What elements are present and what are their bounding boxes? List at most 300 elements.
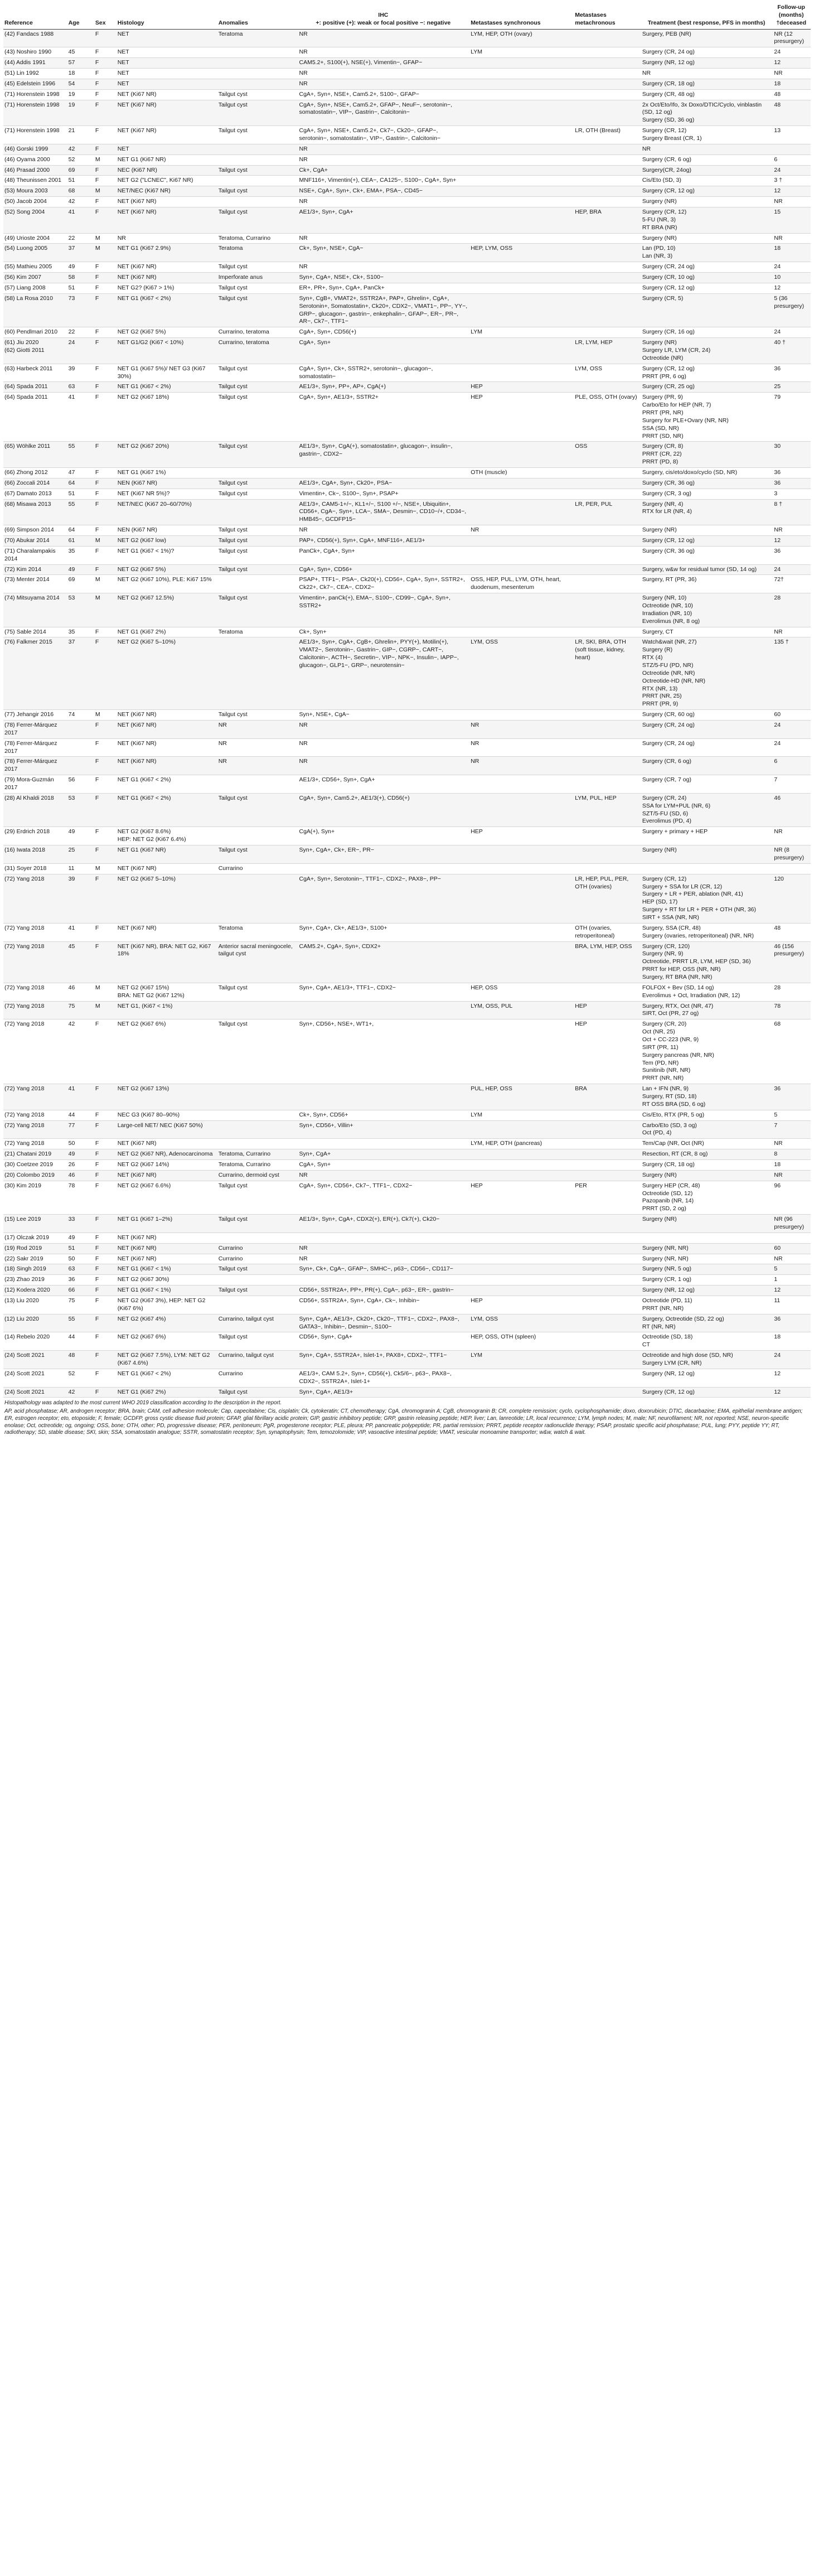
cell-histology: NET (Ki67 NR) bbox=[117, 757, 217, 775]
cell-metastases-synchronous bbox=[469, 233, 574, 244]
cell-ihc: Syn+, CgB+, VMAT2+, SSTR2A+, PAP+, Ghrelin+, CgA+, Serotonin+, Somatostatin+, Ck20+, CDX2−, VMAT1−, PP−, YY−, GRP−, glucagon−, gastrin−, enkephalin−, GFAP−, ER−, PR−, AR−, Ck7−, TTF1− bbox=[298, 293, 470, 327]
cell-ihc: AE1/3+, Syn+, PP+, AP+, CgA(+) bbox=[298, 382, 470, 393]
cell-metastases-metachronous bbox=[574, 1275, 641, 1285]
cell-metastases-metachronous bbox=[574, 382, 641, 393]
cell-ihc: Ck+, Syn+, NSE+, CgA− bbox=[298, 244, 470, 262]
cell-metastases-metachronous bbox=[574, 535, 641, 546]
cell-sex: F bbox=[94, 283, 117, 293]
cell-histology: NEN (Ki67 NR) bbox=[117, 478, 217, 489]
cell-treatment: Tem/Cap (NR, Oct (NR) bbox=[641, 1139, 773, 1149]
cell-histology: NET (Ki67 NR), BRA: NET G2, Ki67 18% bbox=[117, 941, 217, 983]
cell-age: 49 bbox=[67, 827, 94, 845]
cell-sex: F bbox=[94, 478, 117, 489]
cell-anomalies bbox=[217, 69, 298, 79]
cell-age: 50 bbox=[67, 1254, 94, 1264]
cell-metastases-metachronous bbox=[574, 564, 641, 575]
cell-ihc: AE1/3+, Syn+, CgA+, CDX2(+), ER(+), Ck7(+), Ck20− bbox=[298, 1215, 470, 1233]
table-row bbox=[3, 1264, 811, 1275]
cell-histology: NET G2 (Ki67 15%) BRA: NET G2 (Ki67 12%) bbox=[117, 983, 217, 1001]
cell-ihc: NR bbox=[298, 757, 470, 775]
cell-sex: M bbox=[94, 186, 117, 197]
cell-anomalies: Tailgut cyst bbox=[217, 364, 298, 382]
cell-treatment: NR bbox=[641, 69, 773, 79]
cell-reference: (66) Zoccali 2014 bbox=[3, 478, 67, 489]
cell-reference: (77) Jehangir 2016 bbox=[3, 710, 67, 721]
table-row bbox=[3, 721, 811, 739]
cell-anomalies bbox=[217, 1275, 298, 1285]
cell-reference: (75) Sable 2014 bbox=[3, 627, 67, 637]
cell-reference: (50) Jacob 2004 bbox=[3, 197, 67, 207]
cell-reference: (16) Iwata 2018 bbox=[3, 845, 67, 864]
cell-histology: NET (Ki67 NR) bbox=[117, 1139, 217, 1149]
cell-reference: (72) Kim 2014 bbox=[3, 564, 67, 575]
cell-histology: NET G2 ("LCNEC", Ki67 NR) bbox=[117, 176, 217, 186]
cell-anomalies: Tailgut cyst bbox=[217, 207, 298, 234]
cell-treatment: Surgery (CR, 6 og) bbox=[641, 757, 773, 775]
cell-reference: (52) Song 2004 bbox=[3, 207, 67, 234]
cell-follow-up: NR bbox=[773, 233, 811, 244]
cell-age: 45 bbox=[67, 47, 94, 58]
cell-treatment: Surgery (NR) bbox=[641, 1170, 773, 1181]
cell-metastases-synchronous: LYM, OSS, PUL bbox=[469, 1001, 574, 1019]
cell-metastases-metachronous bbox=[574, 262, 641, 273]
cell-metastases-metachronous bbox=[574, 58, 641, 69]
cell-age: 35 bbox=[67, 627, 94, 637]
cell-histology: NET G2 (Ki67 3%), HEP: NET G2 (Ki67 6%) bbox=[117, 1296, 217, 1314]
cell-reference: (46) Prasad 2000 bbox=[3, 165, 67, 176]
cell-reference: (78) Ferrer-Márquez 2017 bbox=[3, 721, 67, 739]
cell-reference: (53) Moura 2003 bbox=[3, 186, 67, 197]
cell-sex: F bbox=[94, 207, 117, 234]
cell-sex: F bbox=[94, 293, 117, 327]
cell-follow-up: 18 bbox=[773, 79, 811, 89]
cell-metastases-synchronous bbox=[469, 58, 574, 69]
cell-reference: (60) Pendlmari 2010 bbox=[3, 327, 67, 338]
cell-metastases-synchronous: NR bbox=[469, 721, 574, 739]
cell-follow-up bbox=[773, 863, 811, 874]
cell-metastases-synchronous bbox=[469, 489, 574, 499]
cell-metastases-synchronous bbox=[469, 535, 574, 546]
cell-metastases-metachronous: LYM, PUL, HEP bbox=[574, 793, 641, 827]
cell-metastases-metachronous: PLE, OSS, OTH (ovary) bbox=[574, 393, 641, 442]
cell-metastases-metachronous bbox=[574, 1139, 641, 1149]
table-row bbox=[3, 29, 811, 47]
cell-ihc: CgA+, Syn+ bbox=[298, 1160, 470, 1171]
cell-metastases-synchronous bbox=[469, 923, 574, 941]
cell-anomalies: Tailgut cyst bbox=[217, 845, 298, 864]
cell-age: 73 bbox=[67, 293, 94, 327]
cell-treatment: NR bbox=[641, 144, 773, 154]
table-row bbox=[3, 827, 811, 845]
cell-reference: (46) Gorski 1999 bbox=[3, 144, 67, 154]
cell-metastases-metachronous bbox=[574, 525, 641, 536]
cell-sex: F bbox=[94, 1110, 117, 1120]
cell-age: 42 bbox=[67, 197, 94, 207]
cell-follow-up: NR bbox=[773, 525, 811, 536]
cell-treatment: Surgery (CR, 10 og) bbox=[641, 273, 773, 283]
table-row bbox=[3, 393, 811, 442]
cell-histology: NET G2 (Ki67 10%), PLE: Ki67 15% bbox=[117, 575, 217, 593]
cell-anomalies bbox=[217, 1139, 298, 1149]
cell-anomalies: Teratoma bbox=[217, 627, 298, 637]
cell-metastases-synchronous: LYM, OSS bbox=[469, 1314, 574, 1332]
cell-reference: (64) Spada 2011 bbox=[3, 382, 67, 393]
cell-age: 44 bbox=[67, 1110, 94, 1120]
cell-follow-up: 5 bbox=[773, 1110, 811, 1120]
table-row bbox=[3, 478, 811, 489]
cell-ihc: PSAP+, TTF1−, PSA−, Ck20(+), CD56+, CgA+, Syn+, SSTR2+, Ck22+, Ck7−, CEA−, CDX2− bbox=[298, 575, 470, 593]
cell-follow-up: 36 bbox=[773, 364, 811, 382]
cell-sex: M bbox=[94, 863, 117, 874]
cell-histology: NET G2 (Ki67 6%) bbox=[117, 1332, 217, 1351]
cell-sex: F bbox=[94, 442, 117, 468]
cell-treatment: Cis/Eto (SD, 3) bbox=[641, 176, 773, 186]
cell-treatment: Surgery (CR, 18 og) bbox=[641, 1160, 773, 1171]
cell-metastases-metachronous bbox=[574, 1264, 641, 1275]
cell-follow-up: 10 bbox=[773, 273, 811, 283]
cell-anomalies bbox=[217, 58, 298, 69]
cell-anomalies: Tailgut cyst bbox=[217, 525, 298, 536]
cell-sex: F bbox=[94, 47, 117, 58]
cell-metastases-metachronous: LR, PER, PUL bbox=[574, 499, 641, 525]
cell-sex: F bbox=[94, 165, 117, 176]
cell-treatment: Lan (PD, 10) Lan (NR, 3) bbox=[641, 244, 773, 262]
cell-ihc: NR bbox=[298, 721, 470, 739]
cell-histology: NET (Ki67 NR) bbox=[117, 207, 217, 234]
cell-follow-up: NR bbox=[773, 627, 811, 637]
cell-metastases-metachronous bbox=[574, 165, 641, 176]
cell-sex: F bbox=[94, 1369, 117, 1387]
cell-follow-up: 24 bbox=[773, 738, 811, 757]
cell-reference: (43) Noshiro 1990 bbox=[3, 47, 67, 58]
cell-follow-up: 18 bbox=[773, 244, 811, 262]
cell-anomalies: Tailgut cyst bbox=[217, 710, 298, 721]
cell-metastases-synchronous bbox=[469, 197, 574, 207]
cell-ihc: Ck+, Syn+, CD56+ bbox=[298, 1110, 470, 1120]
cell-reference: (70) Abukar 2014 bbox=[3, 535, 67, 546]
cell-ihc: Syn+, CgA+, AE1/3+, Ck20+, Ck20−, TTF1−, CDX2−, PAX8−, GATA3−, Inhibin−, Desmin−, S100− bbox=[298, 1314, 470, 1332]
cell-metastases-synchronous bbox=[469, 1243, 574, 1254]
cell-treatment: Surgery (NR) Surgery LR, LYM (CR, 24) Octreotide (NR) bbox=[641, 338, 773, 364]
cell-metastases-synchronous: HEP bbox=[469, 1296, 574, 1314]
table-row bbox=[3, 738, 811, 757]
cell-metastases-metachronous: BRA, LYM, HEP, OSS bbox=[574, 941, 641, 983]
cell-metastases-synchronous bbox=[469, 186, 574, 197]
table-row bbox=[3, 775, 811, 794]
cell-sex: F bbox=[94, 874, 117, 923]
cell-metastases-synchronous: OSS, HEP, PUL, LYM, OTH, heart, duodenum, mesenterum bbox=[469, 575, 574, 593]
cell-anomalies: Tailgut cyst bbox=[217, 126, 298, 144]
cell-follow-up: 18 bbox=[773, 1332, 811, 1351]
cell-treatment: Surgery, w&w for residual tumor (SD, 14 og) bbox=[641, 564, 773, 575]
cell-treatment: Surgery, PEB (NR) bbox=[641, 29, 773, 47]
cell-ihc bbox=[298, 467, 470, 478]
cell-histology: NET G1 (Ki67 < 1%) bbox=[117, 1285, 217, 1296]
cell-anomalies bbox=[217, 874, 298, 923]
table-row bbox=[3, 1120, 811, 1139]
cell-age: 48 bbox=[67, 1351, 94, 1369]
cell-ihc: NR bbox=[298, 144, 470, 154]
cell-metastases-metachronous bbox=[574, 273, 641, 283]
cell-anomalies: NR bbox=[217, 757, 298, 775]
table-row bbox=[3, 983, 811, 1001]
cell-reference: (22) Sakr 2019 bbox=[3, 1254, 67, 1264]
cell-metastases-metachronous bbox=[574, 1170, 641, 1181]
cell-anomalies: Currarino, dermoid cyst bbox=[217, 1170, 298, 1181]
cell-metastases-metachronous bbox=[574, 1110, 641, 1120]
cell-metastases-metachronous bbox=[574, 738, 641, 757]
cell-reference: (69) Simpson 2014 bbox=[3, 525, 67, 536]
table-row bbox=[3, 1110, 811, 1120]
cell-anomalies bbox=[217, 775, 298, 794]
cell-reference: (13) Liu 2020 bbox=[3, 1296, 67, 1314]
cell-anomalies: NR bbox=[217, 721, 298, 739]
cell-age: 39 bbox=[67, 874, 94, 923]
header-reference: Reference bbox=[3, 2, 67, 29]
cell-histology: NET G1 (Ki67 NR) bbox=[117, 154, 217, 165]
cell-ihc: Syn+, CgA+, Ck+, ER−, PR− bbox=[298, 845, 470, 864]
cell-age: 18 bbox=[67, 69, 94, 79]
cell-sex: F bbox=[94, 627, 117, 637]
cell-metastases-metachronous bbox=[574, 47, 641, 58]
cell-treatment: Surgery (CR, 1 og) bbox=[641, 1275, 773, 1285]
cell-anomalies: Tailgut cyst bbox=[217, 186, 298, 197]
cell-treatment: Resection, RT (CR, 8 og) bbox=[641, 1149, 773, 1160]
cell-reference: (64) Spada 2011 bbox=[3, 393, 67, 442]
cell-reference: (20) Colombo 2019 bbox=[3, 1170, 67, 1181]
cell-metastases-metachronous: LR, HEP, PUL, PER, OTH (ovaries) bbox=[574, 874, 641, 923]
cell-histology: NET G1 (Ki67 2.9%) bbox=[117, 244, 217, 262]
cell-metastases-metachronous bbox=[574, 1233, 641, 1243]
cell-follow-up: NR bbox=[773, 197, 811, 207]
cell-ihc: Syn+, CD56+, Villin+ bbox=[298, 1120, 470, 1139]
cell-follow-up: 24 bbox=[773, 47, 811, 58]
table-row bbox=[3, 845, 811, 864]
cell-metastases-metachronous bbox=[574, 100, 641, 126]
cell-age: 37 bbox=[67, 637, 94, 710]
cell-ihc bbox=[298, 1233, 470, 1243]
cell-metastases-synchronous bbox=[469, 100, 574, 126]
cell-histology: NET (Ki67 NR) bbox=[117, 1243, 217, 1254]
cell-treatment: Surgery (NR) bbox=[641, 845, 773, 864]
cell-age: 77 bbox=[67, 1120, 94, 1139]
footnote: AP, acid phosphatase; AR, androgen receptor; BRA, brain; CAM, cell adhesion molecule; Cap, capecitabine; Cis, cisplatin; Ck, cytokeratin; CT, chemotherapy; CgA, chromogranin A; CgB, chromogranin B; CR, complete remission; cyclo, cyclophosphamide; doxo, doxorubicin; DTIC, dacarbazine; EMA, epithelial membrane antigen; ER, estrogen receptor; eto, etoposide; F, female; GCDFP, gross cystic disease fluid protein; GFAP, glial fibrillary acidic protein; GIP, gastric inhibitory peptide; GRP, gastrin releasing peptide; HEP, liver; Lan, lanreotide; LR, local recurrence; LYM, lymph nodes; M, male; NF, neurofilament; NR, not reported; NSE, neuron-specific enolase; Oct, octreotide; og, ongoing; OSS, bone; OTH, other; PD, progressive disease; PER, peritoneum; PgR, progesterone receptor; PLE, pleura; PP, pancreatic polypeptide; PR, partial remission; PRRT, peptide receptor radionuclide therapy; PSAP, prostatic specific acid phosphatase; PUL, lung; PYY, peptide YY; RT, radiotherapy; SD, stable disease; SKI, skin; SSA, somatostatin analogue; SSTR, somatostatin receptor; Syn, synaptophysin; Tem, temozolomide; VIP, vasoactive intestinal peptide; VMAT, vesicular monoamine transporter; w&w, watch & wait. bbox=[4, 1408, 803, 1436]
cell-ihc: ER+, PR+, Syn+, CgA+, PanCk+ bbox=[298, 283, 470, 293]
cell-ihc: NR bbox=[298, 69, 470, 79]
cell-sex: F bbox=[94, 1332, 117, 1351]
cell-histology: NET G2 (Ki67 14%) bbox=[117, 1160, 217, 1171]
cell-sex: F bbox=[94, 1215, 117, 1233]
cell-metastases-metachronous: HEP bbox=[574, 1019, 641, 1084]
cell-reference: (71) Charalampakis 2014 bbox=[3, 546, 67, 564]
table-row bbox=[3, 262, 811, 273]
cell-follow-up: 18 bbox=[773, 1160, 811, 1171]
cell-anomalies: Teratoma, Currarino bbox=[217, 1160, 298, 1171]
table-row bbox=[3, 233, 811, 244]
table-row bbox=[3, 327, 811, 338]
cell-age: 54 bbox=[67, 79, 94, 89]
cell-histology: NET G1/G2 (Ki67 < 10%) bbox=[117, 338, 217, 364]
cell-treatment: Surgery (CR, 24) SSA for LYM+PUL (NR, 6) SZT/5-FU (SD, 6) Everolimus (PD, 4) bbox=[641, 793, 773, 827]
cell-ihc: Ck+, Syn+ bbox=[298, 627, 470, 637]
cell-treatment: Surgery, RT (PR, 36) bbox=[641, 575, 773, 593]
cell-reference: (71) Horenstein 1998 bbox=[3, 89, 67, 100]
cell-follow-up: NR bbox=[773, 1170, 811, 1181]
cell-metastases-metachronous bbox=[574, 757, 641, 775]
cell-reference: (30) Kim 2019 bbox=[3, 1181, 67, 1214]
cell-metastases-metachronous bbox=[574, 233, 641, 244]
cell-histology: NET (Ki67 NR) bbox=[117, 197, 217, 207]
cell-sex: F bbox=[94, 546, 117, 564]
cell-sex: M bbox=[94, 710, 117, 721]
cell-ihc: Vimentin+, panCk(+), EMA−, S100−, CD99−, CgA+, Syn+, SSTR2+ bbox=[298, 593, 470, 627]
cell-age bbox=[67, 738, 94, 757]
header-age: Age bbox=[67, 2, 94, 29]
cell-anomalies: Anterior sacral meningocele, tailgut cyst bbox=[217, 941, 298, 983]
cell-sex: F bbox=[94, 1387, 117, 1398]
cell-treatment: Lan + IFN (NR, 9) Surgery, RT (SD, 18) RT OSS BRA (SD, 6 og) bbox=[641, 1084, 773, 1110]
cell-metastases-metachronous bbox=[574, 1243, 641, 1254]
cell-histology: NET (Ki67 NR 5%)? bbox=[117, 489, 217, 499]
cell-histology: NET G2? (Ki67 > 1%) bbox=[117, 283, 217, 293]
table-row bbox=[3, 1275, 811, 1285]
cell-treatment: Surgery (CR, 8) PRRT (CR, 22) PRRT (PD, 8) bbox=[641, 442, 773, 468]
cell-follow-up: 48 bbox=[773, 100, 811, 126]
cell-reference: (42) Fandacs 1988 bbox=[3, 29, 67, 47]
cell-follow-up: 46 bbox=[773, 793, 811, 827]
table-row bbox=[3, 100, 811, 126]
cell-metastases-synchronous: HEP, LYM, OSS bbox=[469, 244, 574, 262]
cell-metastases-metachronous: HEP bbox=[574, 1001, 641, 1019]
cell-reference: (72) Yang 2018 bbox=[3, 1001, 67, 1019]
cell-age: 51 bbox=[67, 1243, 94, 1254]
cell-follow-up: 28 bbox=[773, 983, 811, 1001]
cell-follow-up: 12 bbox=[773, 1369, 811, 1387]
cell-histology: NET G2 (Ki67 5–10%) bbox=[117, 874, 217, 923]
cell-anomalies: Tailgut cyst bbox=[217, 442, 298, 468]
cell-histology: NET G2 (Ki67 4%) bbox=[117, 1314, 217, 1332]
cell-metastases-metachronous bbox=[574, 154, 641, 165]
cell-reference: (72) Yang 2018 bbox=[3, 1120, 67, 1139]
cell-metastases-synchronous bbox=[469, 1233, 574, 1243]
cell-histology: NET G2 (Ki67 20%) bbox=[117, 442, 217, 468]
cell-anomalies: Teratoma, Currarino bbox=[217, 233, 298, 244]
cell-ihc: CAM5.2+, S100(+), NSE(+), Vimentin−, GFAP− bbox=[298, 58, 470, 69]
table-row bbox=[3, 69, 811, 79]
table-row bbox=[3, 637, 811, 710]
cell-ihc bbox=[298, 863, 470, 874]
cell-treatment: Surgery (NR, NR) bbox=[641, 1254, 773, 1264]
cell-sex: F bbox=[94, 845, 117, 864]
cell-metastases-metachronous: PER bbox=[574, 1181, 641, 1214]
table-row bbox=[3, 467, 811, 478]
cell-treatment: Surgery (NR, 4) RTX for LR (NR, 4) bbox=[641, 499, 773, 525]
cell-treatment bbox=[641, 1233, 773, 1243]
table-row bbox=[3, 47, 811, 58]
cell-age: 51 bbox=[67, 489, 94, 499]
cell-anomalies bbox=[217, 1120, 298, 1139]
cell-age: 42 bbox=[67, 1019, 94, 1084]
cell-metastases-metachronous bbox=[574, 1369, 641, 1387]
cell-age: 46 bbox=[67, 983, 94, 1001]
cell-age: 49 bbox=[67, 1149, 94, 1160]
cell-anomalies: Teratoma, Currarino bbox=[217, 1149, 298, 1160]
cell-anomalies bbox=[217, 47, 298, 58]
cell-histology: NET (Ki67 NR) bbox=[117, 126, 217, 144]
cell-histology: NET bbox=[117, 29, 217, 47]
cell-treatment: Surgery, RTX, Oct (NR, 47) SIRT, Oct (PR, 27 og) bbox=[641, 1001, 773, 1019]
cell-histology: NET (Ki67 NR) bbox=[117, 1170, 217, 1181]
cell-ihc: CgA+, Syn+ bbox=[298, 338, 470, 364]
cell-age: 42 bbox=[67, 144, 94, 154]
cell-histology: NET G2 (Ki67 30%) bbox=[117, 1275, 217, 1285]
cell-anomalies: Teratoma bbox=[217, 29, 298, 47]
cell-ihc: CgA+, Syn+, NSE+, Cam5.2+, Ck7−, Ck20−, GFAP−, serotonin−, somatostatin−, VIP−, Gastrin−, Calcitonin− bbox=[298, 126, 470, 144]
cell-follow-up: 28 bbox=[773, 593, 811, 627]
cell-sex: M bbox=[94, 233, 117, 244]
cell-metastases-synchronous bbox=[469, 1019, 574, 1084]
cell-anomalies: Tailgut cyst bbox=[217, 1181, 298, 1214]
cell-metastases-synchronous: LYM bbox=[469, 1110, 574, 1120]
cell-anomalies: Tailgut cyst bbox=[217, 393, 298, 442]
table-row bbox=[3, 627, 811, 637]
cell-follow-up: 12 bbox=[773, 535, 811, 546]
cell-metastases-metachronous bbox=[574, 327, 641, 338]
cell-metastases-metachronous bbox=[574, 89, 641, 100]
cell-sex: F bbox=[94, 1149, 117, 1160]
cell-ihc: NR bbox=[298, 79, 470, 89]
cell-metastases-synchronous bbox=[469, 863, 574, 874]
cell-histology: NEC G3 (Ki67 80–90%) bbox=[117, 1110, 217, 1120]
table-row bbox=[3, 364, 811, 382]
cell-sex: F bbox=[94, 100, 117, 126]
cell-reference: (66) Zhong 2012 bbox=[3, 467, 67, 478]
cell-age: 52 bbox=[67, 1369, 94, 1387]
cell-ihc: AE1/3+, CD56+, Syn+, CgA+ bbox=[298, 775, 470, 794]
table-row bbox=[3, 1181, 811, 1214]
cell-metastases-synchronous: LYM, HEP, OTH (pancreas) bbox=[469, 1139, 574, 1149]
table-row bbox=[3, 1001, 811, 1019]
cell-age: 24 bbox=[67, 338, 94, 364]
cell-metastases-metachronous bbox=[574, 1285, 641, 1296]
cell-histology: NET G1 (Ki67 < 2%) bbox=[117, 293, 217, 327]
cell-anomalies: Tailgut cyst bbox=[217, 535, 298, 546]
cell-age: 69 bbox=[67, 575, 94, 593]
cell-sex: F bbox=[94, 1243, 117, 1254]
table-row bbox=[3, 593, 811, 627]
cell-treatment: Surgery (CR, 12 og) PRRT (PR, 6 og) bbox=[641, 364, 773, 382]
header-follow-up: Follow-up (months) †deceased bbox=[773, 2, 811, 29]
footnote: Histopathology was adapted to the most current WHO 2019 classification according to the description in the report. bbox=[4, 1400, 282, 1407]
table-row bbox=[3, 1149, 811, 1160]
cell-treatment: Surgery (CR, 12) Surgery Breast (CR, 1) bbox=[641, 126, 773, 144]
cell-follow-up: 72† bbox=[773, 575, 811, 593]
cell-sex: F bbox=[94, 79, 117, 89]
cell-treatment: Surgery (PR, 9) Carbo/Eto for HEP (NR, 7) PRRT (PR, NR) Surgery for PLE+Ovary (NR, NR) SSA (SD, NR) PRRT (SD, NR) bbox=[641, 393, 773, 442]
table-row bbox=[3, 1369, 811, 1387]
cell-follow-up: NR (96 presurgery) bbox=[773, 1215, 811, 1233]
cell-reference: (46) Oyama 2000 bbox=[3, 154, 67, 165]
cell-age: 68 bbox=[67, 186, 94, 197]
cell-follow-up: 12 bbox=[773, 186, 811, 197]
cell-age: 44 bbox=[67, 1332, 94, 1351]
cell-age: 22 bbox=[67, 327, 94, 338]
cell-metastases-metachronous bbox=[574, 1149, 641, 1160]
cell-sex: F bbox=[94, 338, 117, 364]
cell-metastases-synchronous bbox=[469, 546, 574, 564]
cell-anomalies bbox=[217, 1001, 298, 1019]
cell-metastases-synchronous bbox=[469, 564, 574, 575]
